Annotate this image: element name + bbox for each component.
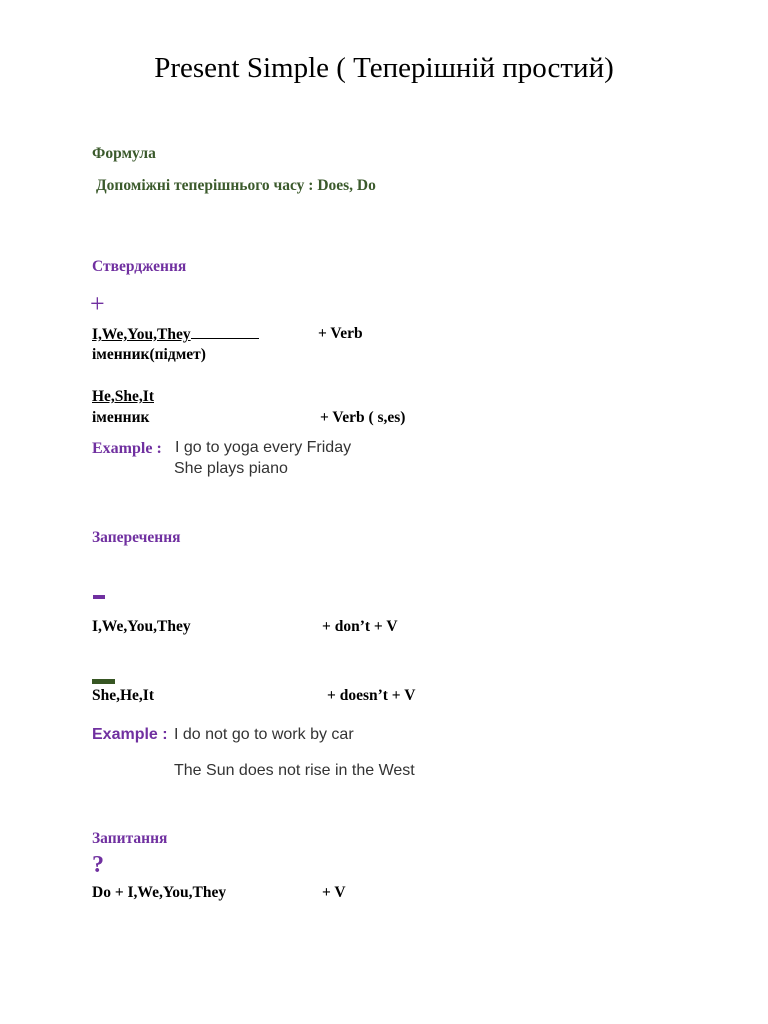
- affirmative-row1-label: іменник(підмет): [92, 346, 206, 363]
- affirmative-example-label: Example :: [92, 440, 162, 457]
- affirmative-row1-verb: + Verb: [318, 325, 363, 342]
- affirmative-row2-subject: He,She,It: [92, 388, 154, 405]
- negative-row1-subject: I,We,You,They: [92, 618, 191, 635]
- negative-example-label: Example :: [92, 726, 168, 743]
- question-row1-subject: Do + I,We,You,They: [92, 884, 227, 901]
- question-row1-verb: + V: [322, 884, 346, 901]
- affirmative-example-2: She plays piano: [174, 460, 288, 477]
- minus-bar-icon: [92, 679, 115, 684]
- negative-example-2: The Sun does not rise in the West: [174, 762, 415, 779]
- formula-heading: Формула: [92, 145, 156, 162]
- affirmative-row2-verb: + Verb ( s,es): [320, 409, 406, 426]
- question-heading: Запитання: [92, 830, 168, 847]
- negative-row2-subject: She,He,It: [92, 687, 154, 704]
- page-title: Present Simple ( Теперішній простий): [154, 52, 614, 84]
- affirmative-heading: Ствердження: [92, 258, 187, 275]
- negative-row1-verb: + don’t + V: [322, 618, 398, 635]
- question-icon: ?: [92, 852, 104, 878]
- affirmative-row1-subject: I,We,You,They: [92, 325, 259, 344]
- negative-row2-verb: + doesn’t + V: [327, 687, 416, 704]
- negative-heading: Заперечення: [92, 529, 181, 546]
- auxiliaries-text: Допоміжні теперішнього часу : Does, Do: [96, 177, 376, 194]
- minus-icon: [93, 595, 105, 599]
- plus-icon: +: [90, 289, 105, 318]
- affirmative-row2-label: іменник: [92, 409, 150, 426]
- negative-example-1: I do not go to work by car: [174, 726, 354, 743]
- affirmative-example-1: I go to yoga every Friday: [175, 439, 352, 456]
